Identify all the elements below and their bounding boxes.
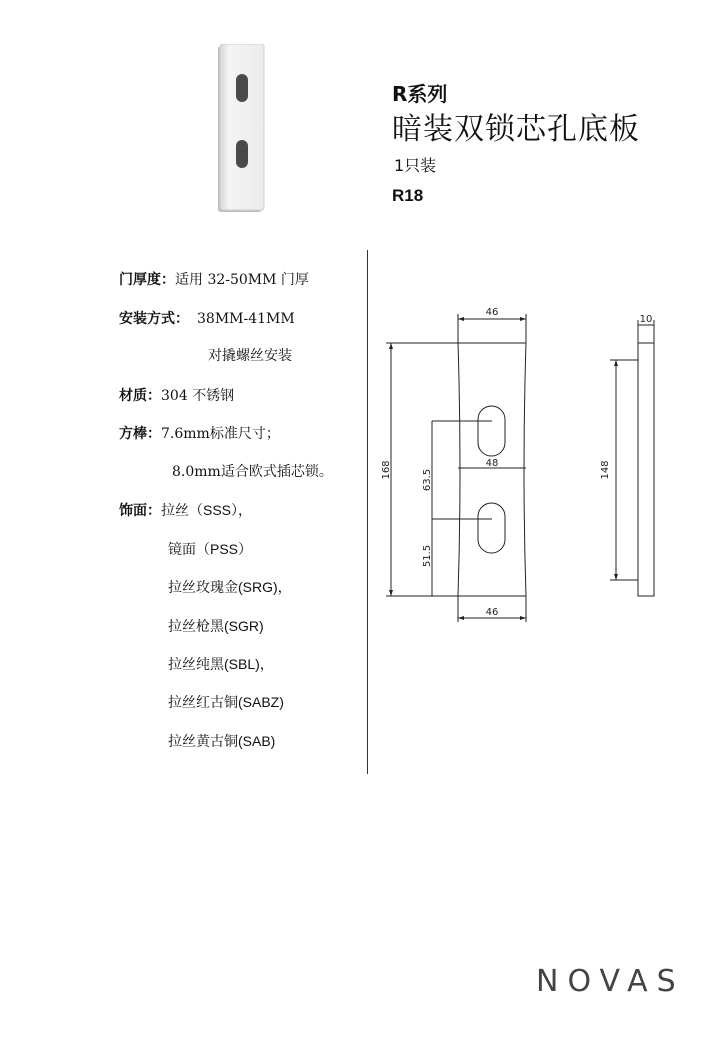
plate-outline xyxy=(458,343,526,596)
finish-label: 饰面： xyxy=(119,503,161,519)
material-label: 材质： xyxy=(119,388,161,404)
material-value: 304 不锈钢 xyxy=(161,388,235,404)
dim-hole-spacing: 48 xyxy=(485,458,499,469)
finish-item: 镜面（PSS） xyxy=(168,541,253,557)
finish-item: 拉丝红古铜(SABZ) xyxy=(168,694,284,710)
lower-slot xyxy=(478,503,505,553)
finish-item: 拉丝（SSS）， xyxy=(161,502,253,518)
dim-lower: 51.5 xyxy=(422,544,433,568)
door-thickness-label: 门厚度： xyxy=(119,272,175,288)
finish-item: 拉丝枪黑(SGR) xyxy=(168,618,264,634)
door-thickness-value: 适用 32-50MM 门厚 xyxy=(175,272,309,288)
spindle-value-1: 7.6mm标准尺寸； xyxy=(161,426,280,442)
spec-finish xyxy=(119,500,252,521)
product-name: 暗装双锁芯孔底板 xyxy=(392,112,640,147)
install-value-1: 38MM-41MM xyxy=(197,311,295,327)
install-label: 安装方式： xyxy=(119,311,189,327)
series-title: R系列 xyxy=(392,82,448,106)
finish-item: 拉丝黄古铜(SAB) xyxy=(168,733,276,749)
brand-logo: NOVAS xyxy=(536,964,685,999)
product-code: R18 xyxy=(392,186,424,205)
spec-door-thickness xyxy=(119,270,309,290)
spec-material xyxy=(119,386,234,406)
dim-side-height: 148 xyxy=(600,460,611,480)
dim-width-top: 46 xyxy=(485,307,499,318)
upper-slot xyxy=(478,406,505,456)
install-value-2: 对撬螺丝安装 xyxy=(208,348,292,364)
dim-side-thickness: 10 xyxy=(639,314,653,325)
side-plate xyxy=(638,343,654,596)
spec-install xyxy=(119,309,295,329)
dim-width-bottom: 46 xyxy=(485,607,499,618)
vertical-divider xyxy=(367,250,368,774)
product-photo xyxy=(212,44,268,214)
finish-item: 拉丝纯黑(SBL)， xyxy=(168,656,274,672)
spec-spindle xyxy=(119,424,280,444)
technical-drawing xyxy=(376,300,676,630)
spindle-value-2: 8.0mm适合欧式插芯锁。 xyxy=(172,464,333,480)
finish-item: 拉丝玫瑰金(SRG)， xyxy=(168,579,292,595)
dim-total-height: 168 xyxy=(381,460,392,480)
dim-upper: 63.5 xyxy=(422,468,433,492)
quantity-text: 1只装 xyxy=(394,156,437,175)
spindle-label: 方棒： xyxy=(119,426,161,442)
